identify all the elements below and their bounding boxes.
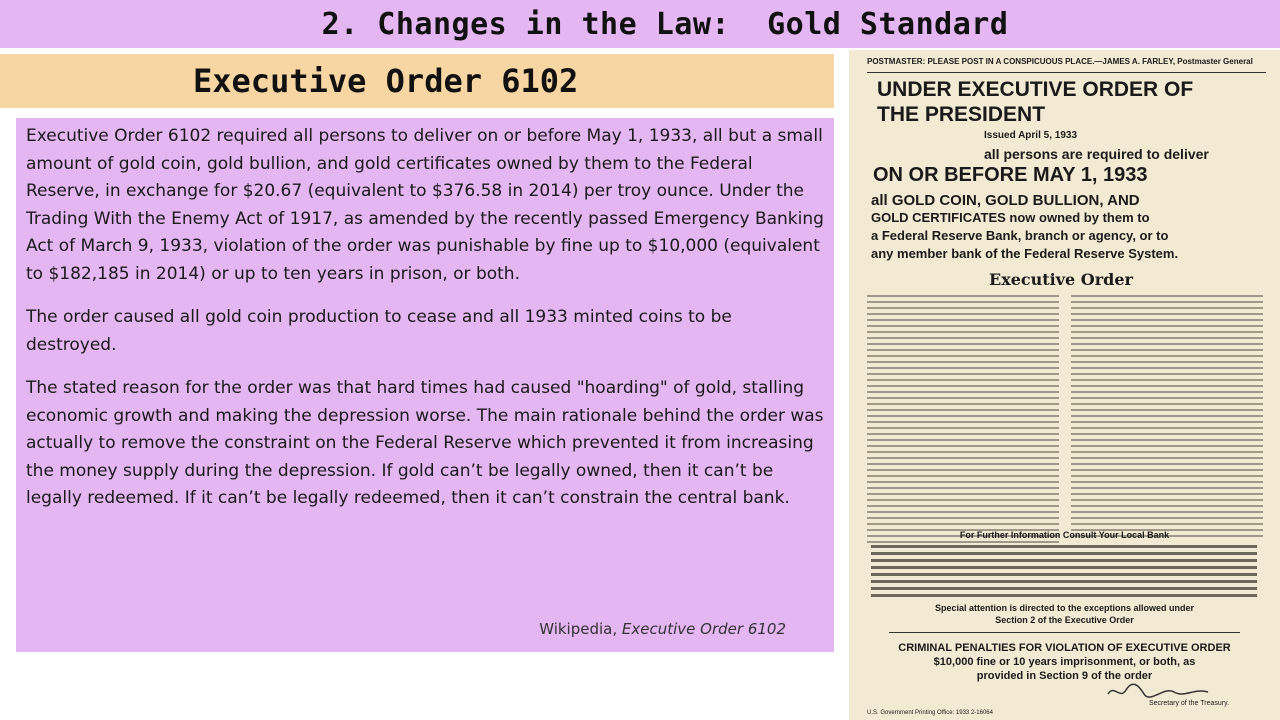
poster-items-3: a Federal Reserve Bank, branch or agency, or to [871,228,1169,243]
poster-deadline: ON OR BEFORE MAY 1, 1933 [873,164,1148,186]
poster-rule [867,72,1266,73]
poster-notice-1: Special attention is directed to the exceptions allowed under [934,603,1195,613]
poster-notice-2: Section 2 of the Executive Order [995,615,1134,625]
paragraph-2: The order caused all gold coin production to cease and all 1933 minted coins to be destroyed. [26,307,732,355]
slide-title: 2. Changes in the Law: Gold Standard [321,6,1009,42]
poster-items-2: GOLD CERTIFICATES now owned by them to [871,210,1150,225]
citation-source: Wikipedia, [539,620,622,638]
poster-signatory: Secretary of the Treasury. [1149,700,1230,707]
poster-footer: U.S. Government Printing Office: 1933 2-16064 [867,710,993,716]
poster-right-column-text [1071,295,1263,541]
poster-top-line: POSTMASTER: PLEASE POST IN A CONSPICUOUS PLACE.—JAMES A. FARLEY, Postmaster General [867,57,1253,66]
citation-title: Executive Order 6102 [621,620,786,638]
poster-penalties-1: CRIMINAL PENALTIES FOR VIOLATION OF EXECUTIVE ORDER [898,642,1231,654]
poster-rule [889,632,1240,633]
poster-issued: Issued April 5, 1933 [984,130,1078,141]
paragraph-3: The stated reason for the order was that hard times had caused "hoarding" of gold, stalling economic growth and making the depression worse. The main rationale behind the order was actually to remove the constraint on the Federal Reserve which prevented it from increasing the money supply during the depression. If gold can’t be legally owned, then it can’t be legally redeemed. If it can’t be legally redeemed, then it can’t constrain the central bank. [26,378,824,508]
poster-left-column-text [867,295,1059,547]
poster-required: all persons are required to deliver [984,146,1209,162]
poster-penalties-2: $10,000 fine or 10 years imprisonment, or both, as [933,656,1196,668]
poster-penalties-3: provided in Section 9 of the order [976,670,1153,682]
section-title: Executive Order 6102 [193,62,579,100]
poster-exec-heading: Executive Order [989,270,1133,289]
poster-headline-1: UNDER EXECUTIVE ORDER OF [877,78,1194,101]
poster-items-4: any member bank of the Federal Reserve System. [871,246,1179,261]
body-text-panel [16,118,834,652]
poster-gold-certificates-text [871,545,1257,601]
poster-items-1: all GOLD COIN, GOLD BULLION, AND [871,192,1140,209]
poster-consult: For Further Information Consult Your Local Bank [959,530,1170,540]
slide-title-bar [0,0,1280,48]
poster-signature [1104,680,1214,702]
section-title-bar [0,54,834,108]
citation [539,620,786,638]
executive-order-poster [849,50,1280,720]
poster-headline-2: THE PRESIDENT [877,103,1046,126]
paragraph-1: Executive Order 6102 required all persons to deliver on or before May 1, 1933, all but a small amount of gold coin, gold bullion, and gold certificates owned by them to the Federal Reserve, in exchange for $20.67 (equivalent to $376.58 in 2014) per troy ounce. Under the Trading With the Enemy Act of 1917, as amended by the recently passed Emergency Banking Act of March 9, 1933, violation of the order was punishable by fine up to $10,000 (equivalent to $182,185 in 2014) or up to ten years in prison, or both. [26,126,824,284]
